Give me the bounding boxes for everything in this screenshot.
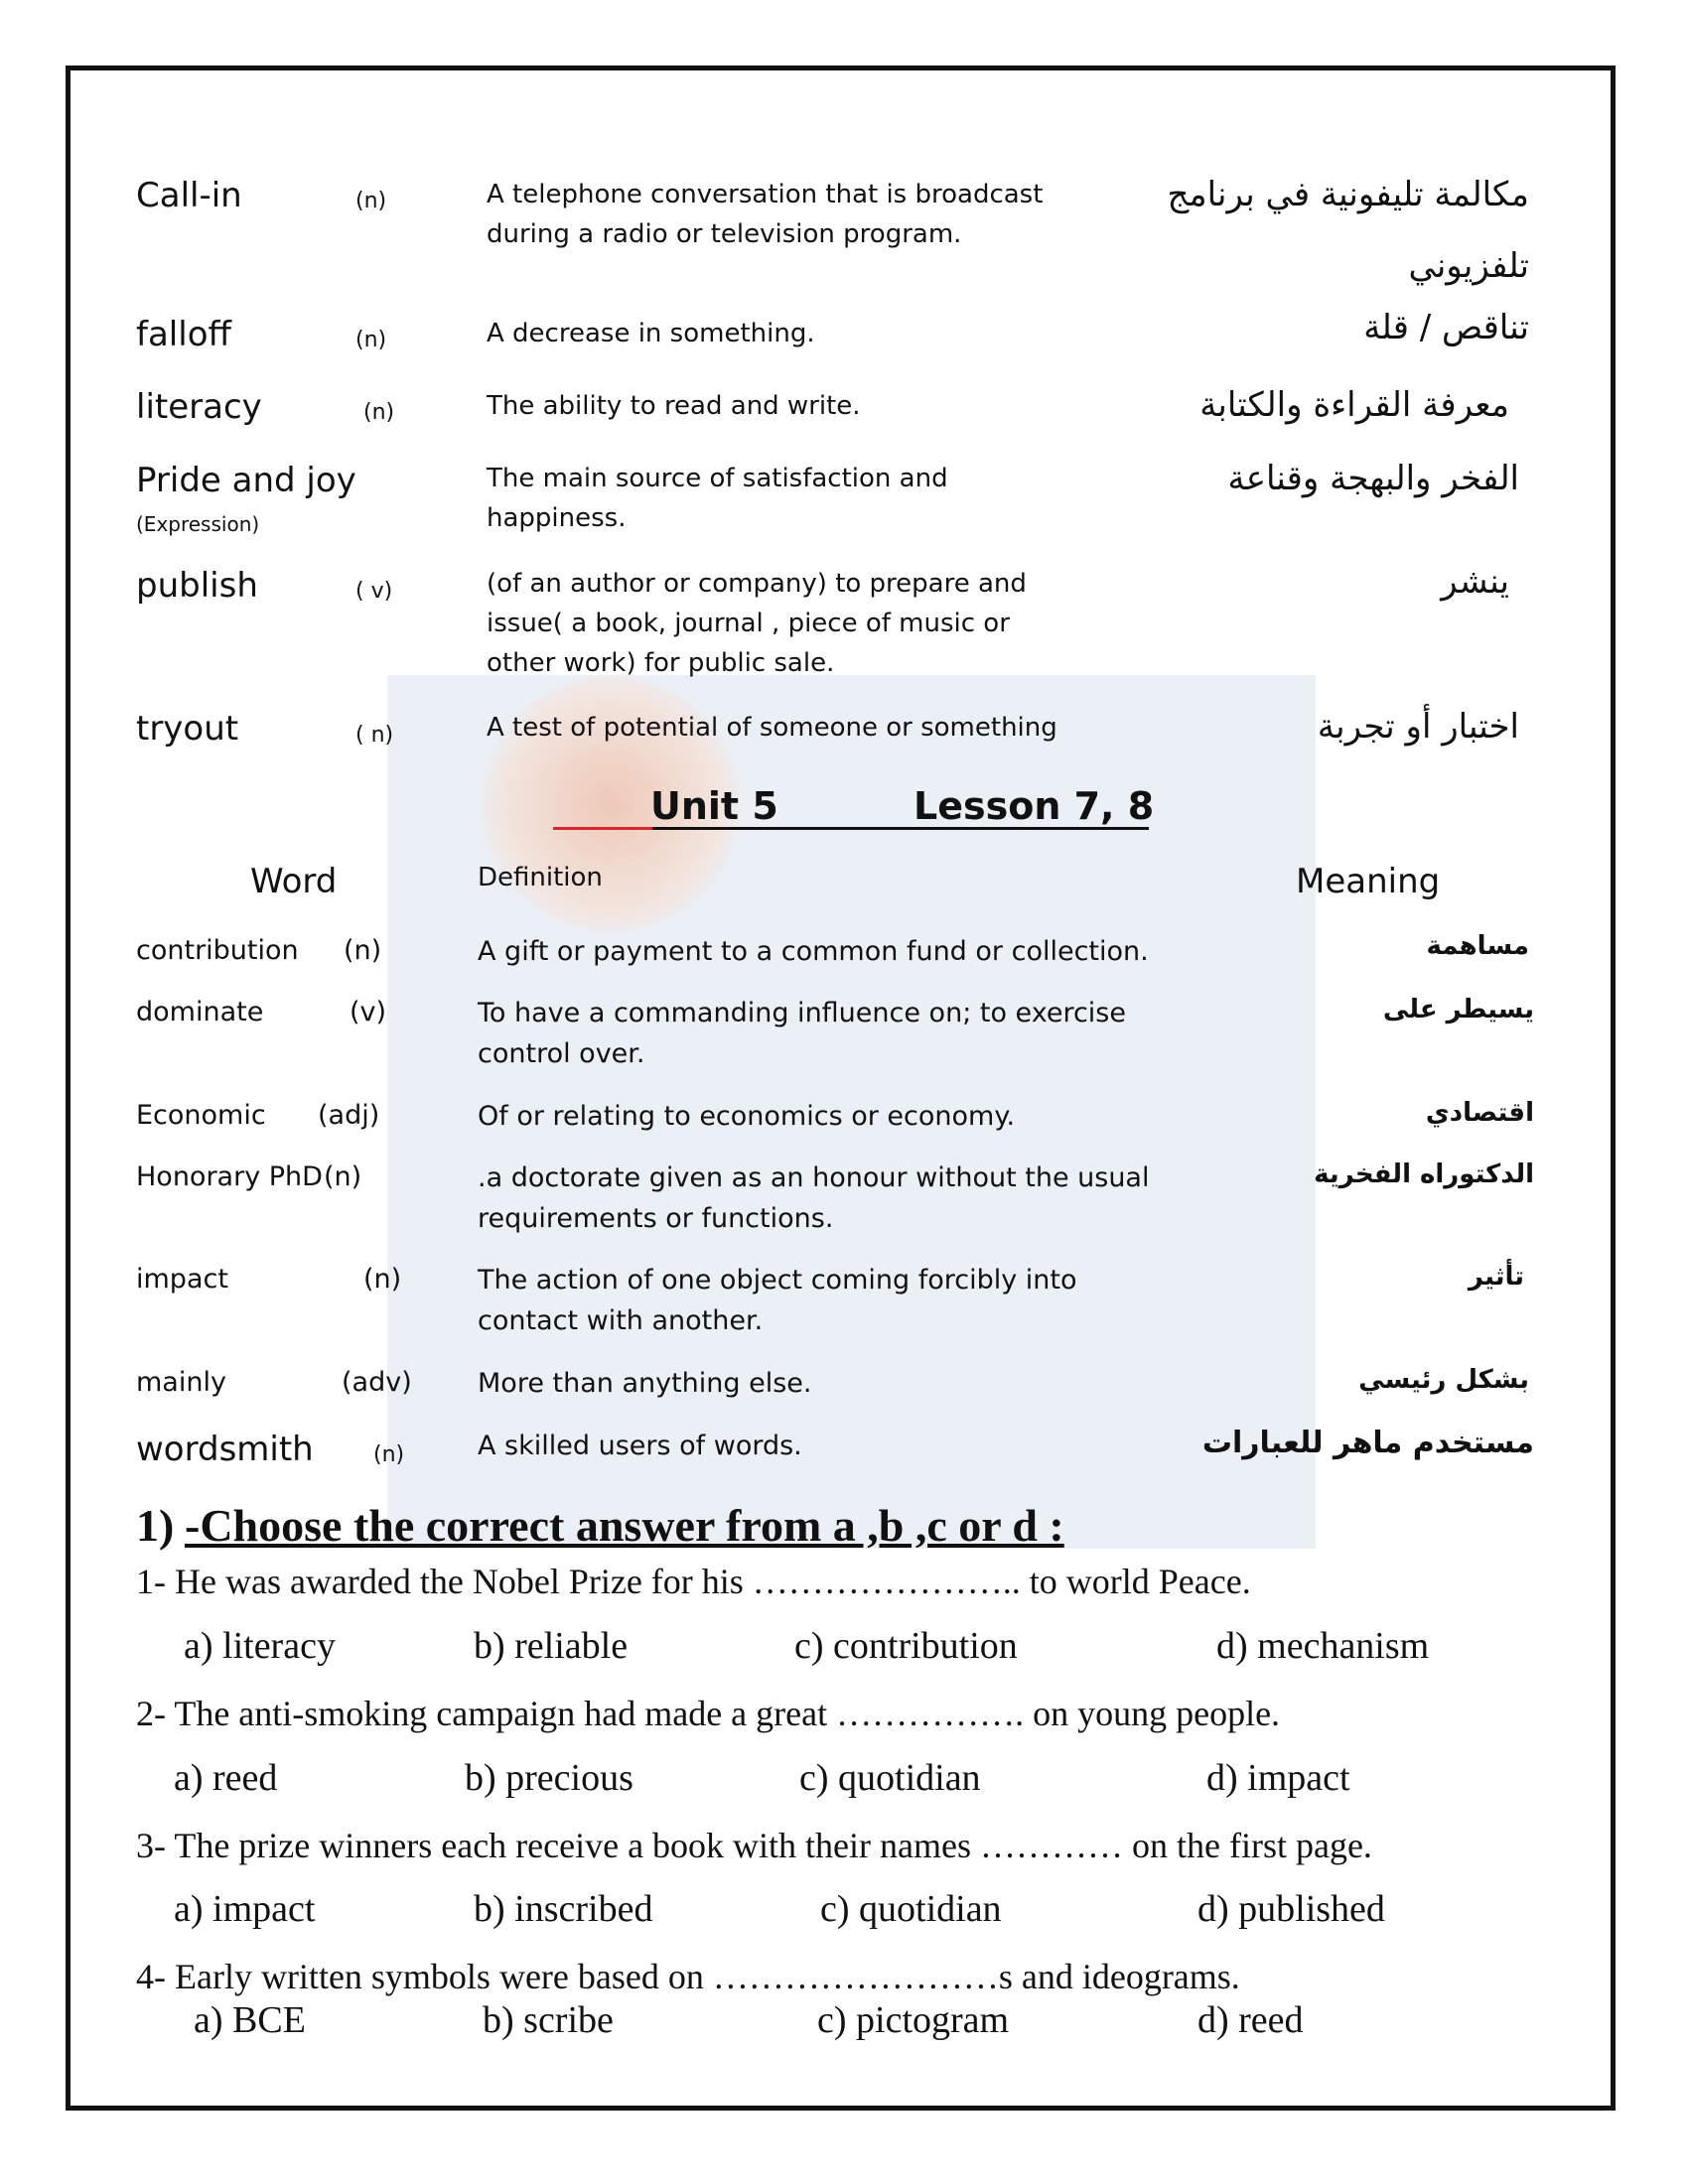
answer-option[interactable]: d) impact bbox=[1206, 1757, 1350, 1799]
question-text: 3- The prize winners each receive a book with their names ………… on the first page. bbox=[136, 1826, 1372, 1865]
glossary-pos: (n) bbox=[355, 189, 387, 213]
glossary-meaning: ينشر bbox=[1441, 562, 1509, 602]
glossary-pos: ( v) bbox=[355, 579, 393, 604]
answer-option[interactable]: a) BCE bbox=[194, 1999, 306, 2041]
glossary-word: Honorary PhD bbox=[136, 1161, 323, 1192]
glossary-pos: (v) bbox=[350, 997, 387, 1027]
answer-option[interactable]: c) quotidian bbox=[799, 1757, 981, 1799]
answer-option[interactable]: d) published bbox=[1197, 1888, 1385, 1930]
glossary-pos: (n) bbox=[373, 1442, 405, 1467]
column-header-definition: Definition bbox=[478, 863, 603, 892]
answer-option[interactable]: c) contribution bbox=[794, 1625, 1018, 1667]
glossary-meaning: يسيطر على bbox=[1382, 995, 1534, 1024]
glossary-definition: The action of one object coming forcibly into contact with another. bbox=[478, 1265, 1077, 1336]
answer-option[interactable]: a) reed bbox=[174, 1757, 278, 1799]
glossary-definition: The main source of satisfaction and happiness. bbox=[487, 464, 948, 533]
glossary-definition: (of an author or company) to prepare and issue( a book, journal , piece of music or other work) for public sale. bbox=[487, 569, 1027, 678]
glossary-meaning: مكالمة تليفونية في برنامج تلفزيوني bbox=[1167, 175, 1529, 286]
glossary-pos: (n) bbox=[355, 328, 387, 352]
glossary-meaning: بشكل رئيسي bbox=[1358, 1365, 1529, 1395]
glossary-word: contribution bbox=[136, 935, 299, 966]
answer-option[interactable]: b) inscribed bbox=[474, 1888, 653, 1930]
glossary-definition: .a doctorate given as an honour without the usual requirements or functions. bbox=[478, 1162, 1150, 1234]
glossary-meaning: الدكتوراه الفخرية bbox=[1314, 1160, 1534, 1189]
answer-option[interactable]: d) mechanism bbox=[1216, 1625, 1430, 1667]
glossary-word: Economic bbox=[136, 1100, 266, 1131]
glossary-definition: A gift or payment to a common fund or collection. bbox=[478, 936, 1149, 967]
glossary-word: tryout bbox=[136, 709, 239, 749]
glossary-meaning: تأثير bbox=[1468, 1262, 1524, 1292]
answer-option[interactable]: a) impact bbox=[174, 1888, 316, 1930]
glossary-word: literacy bbox=[136, 387, 262, 427]
glossary-definition: A skilled users of words. bbox=[478, 1431, 802, 1461]
glossary-meaning: مستخدم ماهر للعبارات bbox=[1201, 1426, 1534, 1460]
glossary-word: mainly bbox=[136, 1367, 226, 1398]
exercise-title: -Choose the correct answer from a ,b ,c or d : bbox=[185, 1500, 1064, 1551]
glossary-meaning: اقتصادي bbox=[1425, 1098, 1534, 1128]
glossary-word: Call-in bbox=[136, 176, 242, 215]
answer-option[interactable]: b) scribe bbox=[483, 1999, 614, 2041]
answer-option[interactable]: c) pictogram bbox=[817, 1999, 1010, 2041]
glossary-word: dominate bbox=[136, 997, 264, 1027]
glossary-pos: (n) bbox=[363, 1264, 402, 1295]
column-header-meaning: Meaning bbox=[1296, 862, 1441, 901]
heading-underline-red bbox=[553, 827, 652, 830]
glossary-meaning: معرفة القراءة والكتابة bbox=[1199, 385, 1509, 425]
answer-option[interactable]: b) reliable bbox=[474, 1625, 629, 1667]
lesson-label: Lesson 7, 8 bbox=[914, 784, 1155, 828]
glossary-meaning: مساهمة bbox=[1426, 931, 1529, 961]
glossary-word: falloff bbox=[136, 315, 231, 354]
glossary-definition: Of or relating to economics or economy. bbox=[478, 1101, 1016, 1132]
glossary-pos: (n) bbox=[344, 935, 382, 966]
glossary-pos: (n) bbox=[324, 1161, 362, 1192]
glossary-definition: A telephone conversation that is broadcast during a radio or television program. bbox=[487, 180, 1044, 249]
column-header-word: Word bbox=[250, 862, 338, 901]
glossary-word: wordsmith bbox=[136, 1430, 314, 1469]
answer-option[interactable]: d) reed bbox=[1197, 1999, 1304, 2041]
glossary-definition: A test of potential of someone or something bbox=[487, 713, 1057, 743]
unit-label: Unit 5 bbox=[650, 784, 778, 828]
glossary-definition: A decrease in something. bbox=[487, 319, 815, 348]
question-text: 4- Early written symbols were based on ……………………s and ideograms. bbox=[136, 1957, 1240, 1996]
glossary-word: Pride and joy bbox=[136, 461, 356, 500]
answer-option[interactable]: a) literacy bbox=[184, 1625, 336, 1667]
glossary-note: (Expression) bbox=[136, 512, 260, 536]
glossary-pos: (n) bbox=[363, 400, 395, 425]
glossary-meaning: اختبار أو تجربة bbox=[1317, 707, 1519, 747]
glossary-meaning: تناقص / قلة bbox=[1363, 308, 1529, 347]
question-text: 2- The anti-smoking campaign had made a great ……………. on young people. bbox=[136, 1694, 1281, 1733]
glossary-definition: The ability to read and write. bbox=[487, 391, 861, 421]
glossary-definition: More than anything else. bbox=[478, 1368, 812, 1399]
exercise-number: 1) bbox=[136, 1500, 175, 1551]
glossary-word: impact bbox=[136, 1264, 228, 1295]
glossary-pos: (adj) bbox=[318, 1100, 380, 1131]
glossary-meaning: الفخر والبهجة وقناعة bbox=[1227, 459, 1519, 498]
glossary-pos: (adv) bbox=[342, 1367, 412, 1398]
answer-option[interactable]: b) precious bbox=[465, 1757, 633, 1799]
glossary-definition: To have a commanding influence on; to exercise control over. bbox=[478, 998, 1126, 1069]
glossary-word: publish bbox=[136, 566, 258, 606]
glossary-pos: ( n) bbox=[355, 723, 394, 748]
question-text: 1- He was awarded the Nobel Prize for his ………………….. to world Peace. bbox=[136, 1562, 1251, 1601]
answer-option[interactable]: c) quotidian bbox=[820, 1888, 1002, 1930]
